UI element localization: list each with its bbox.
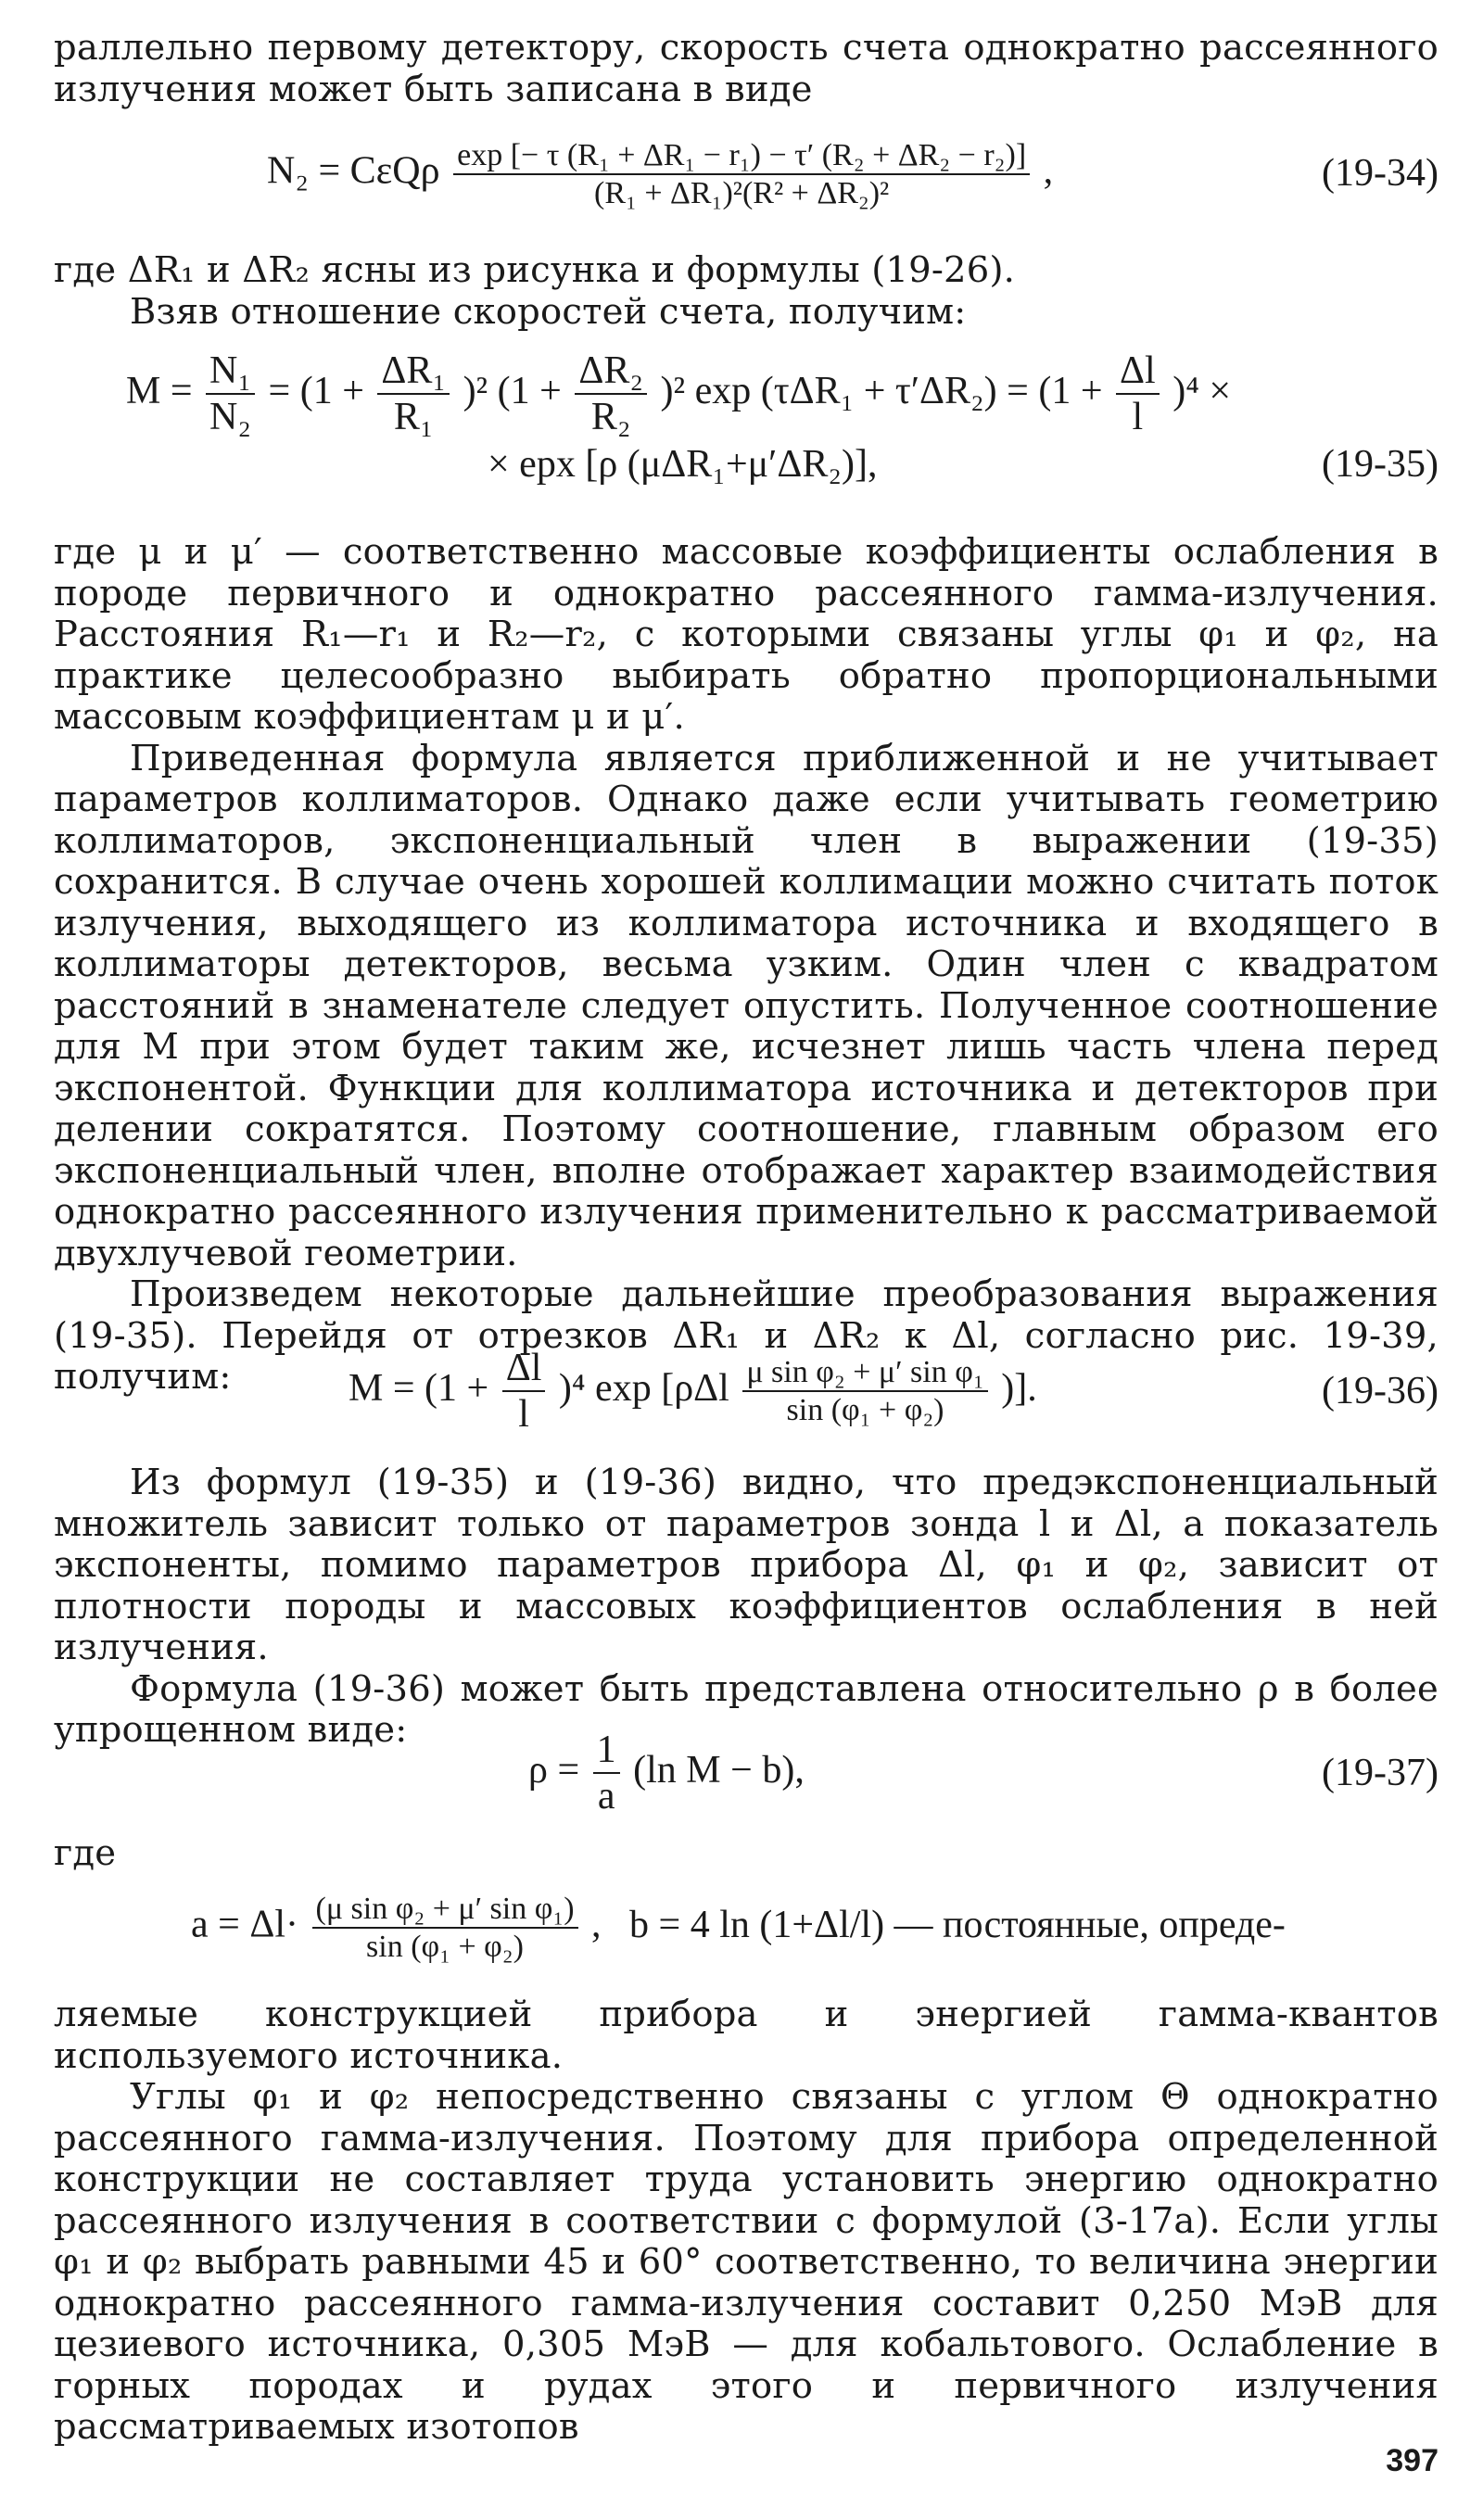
paren: )⁴ × bbox=[1172, 369, 1232, 412]
denominator: R₁ bbox=[393, 396, 434, 439]
text-block-3 bbox=[54, 532, 1439, 1399]
eq-rest: (ln M − b), bbox=[633, 1748, 805, 1792]
fraction bbox=[502, 1346, 546, 1437]
denominator: l bbox=[518, 1393, 529, 1437]
numerator: (μ sin φ₂ + μ′ sin φ₁) bbox=[312, 1891, 578, 1929]
eq-lhs: N₂ = CεQρ bbox=[267, 149, 440, 193]
text-block-4 bbox=[54, 1463, 1439, 1752]
eq-b-part: b = 4 ln (1+Δl/l) — постоянные, опреде- bbox=[629, 1903, 1286, 1946]
fraction bbox=[593, 1728, 620, 1819]
numerator: 1 bbox=[593, 1728, 620, 1774]
fraction bbox=[377, 348, 450, 440]
numerator: μ sin φ₂ + μ′ sin φ₁ bbox=[742, 1354, 987, 1392]
page-number: 397 bbox=[1386, 2443, 1439, 2478]
eq-sign: = bbox=[268, 369, 291, 412]
paren: )² bbox=[463, 369, 488, 412]
paragraph: Формула (19-36) может быть представлена относительно ρ в более упрощенном виде: bbox=[54, 1667, 1439, 1751]
paren: )⁴ bbox=[558, 1366, 586, 1410]
fraction bbox=[1116, 348, 1160, 440]
numerator: ΔR₂ bbox=[575, 348, 647, 395]
fraction bbox=[575, 348, 647, 440]
paragraph: где μ и μ′ — соответственно массовые коэффициенты ослабления в породе первичного и однократно рассеянного гамма-излучения. Расстояния R₁—r₁ и R₂—r₂, с которыми связаны углы φ₁ и φ₂, на практике целесообразно выбирать обратно пропорциональными массовым коэффициентам μ и μ′. bbox=[54, 531, 1439, 738]
equation-number: (19-36) bbox=[1322, 1370, 1439, 1412]
paren: (1 + bbox=[299, 369, 364, 412]
denominator: a bbox=[597, 1775, 615, 1818]
fraction bbox=[453, 137, 1030, 211]
eq-line-2: × epx [ρ (μΔR₁+μ′ΔR₂)], bbox=[488, 443, 878, 486]
equation-number: (19-34) bbox=[1322, 152, 1439, 195]
equation-number: (19-37) bbox=[1322, 1752, 1439, 1794]
numerator: exp [− τ (R₁ + ΔR₁ − r₁) − τ′ (R₂ + ΔR₂ − r₂)] bbox=[453, 137, 1030, 175]
denominator: R₂ bbox=[590, 396, 631, 439]
text-block-6 bbox=[54, 1994, 1439, 2449]
denominator: N₂ bbox=[209, 396, 252, 439]
eq-lhs: a = Δl· bbox=[191, 1903, 298, 1946]
numerator: ΔR₁ bbox=[377, 348, 450, 395]
eq-exp: exp bbox=[595, 1366, 652, 1410]
eq-exp: exp (τΔR₁ + τ′ΔR₂) = bbox=[694, 369, 1029, 412]
numerator: N₁ bbox=[206, 348, 255, 395]
bracket: )]. bbox=[1001, 1366, 1037, 1410]
denominator: sin (φ₁ + φ₂) bbox=[366, 1930, 524, 1965]
paren: (1 + bbox=[425, 1366, 489, 1410]
equation-19-35 bbox=[54, 348, 1439, 497]
paren: (1 + bbox=[1038, 369, 1103, 412]
fraction bbox=[206, 348, 255, 440]
denominator: sin (φ₁ + φ₂) bbox=[786, 1393, 944, 1428]
paragraph: Из формул (19-35) и (19-36) видно, что предэкспоненциальный множитель зависит только от параметров зонда l и Δl, а показатель экспоненты, помимо параметров прибора Δl, φ₁ и φ₂, зависит от плотности породы и массовых коэффициентов ослабления в ней излучения. bbox=[54, 1462, 1439, 1668]
eq-comma: , bbox=[591, 1903, 602, 1946]
bracket: [ρΔl bbox=[661, 1366, 729, 1410]
text-block-2 bbox=[54, 250, 1439, 333]
equation-19-36 bbox=[54, 1346, 1439, 1438]
eq-lhs: M = bbox=[126, 369, 193, 412]
denominator: (R₁ + ΔR₁)²(R² + ΔR₂)² bbox=[594, 176, 890, 211]
fraction bbox=[742, 1354, 987, 1428]
text-block-1 bbox=[54, 28, 1439, 110]
equation-number: (19-35) bbox=[1322, 443, 1439, 486]
paragraph: Взяв отношение скоростей счета, получим: bbox=[130, 290, 967, 333]
paragraph: Произведем некоторые дальнейшие преобразования выражения (19-35). Перейдя от отрезков ΔR₁ и ΔR₂ к Δl, согласно рис. 19-39, получим: bbox=[54, 1273, 1439, 1398]
paragraph: Приведенная формула является приближенной и не учитывает параметров коллиматоров. Однако даже если учитывать геометрию коллиматоров, экспоненциальный член в выражении (19-35) сохранится. В случае очень хорошей коллимации можно считать поток излучения, выходящего из коллиматора источника и входящего в коллиматоры детекторов, весьма узким. Один член с квадратом расстояний в знаменателе следует опустить. Полученное соотношение для M при этом будет таким же, исчезнет лишь часть члена перед экспонентой. Функции для коллиматора источника и детекторов при делении сократятся. Поэтому соотношение, главным образом его экспоненциальный член, вполне отображает характер взаимодействия однократно рассеянного излучения применительно к рассматриваемой двухлучевой геометрии. bbox=[54, 737, 1439, 1274]
eq-lhs: ρ = bbox=[528, 1748, 580, 1792]
paragraph: ляемые конструкцией прибора и энергией гамма-квантов используемого источника. bbox=[54, 1994, 1439, 2077]
eq-lhs: M = bbox=[349, 1366, 415, 1410]
text-block-5 bbox=[54, 1833, 1439, 1875]
paragraph: где ΔR₁ и ΔR₂ ясны из рисунка и формулы (19-26). bbox=[54, 249, 1016, 291]
paren: (1 + bbox=[497, 369, 562, 412]
equation-constants bbox=[54, 1891, 1439, 1983]
equation-19-37 bbox=[54, 1728, 1439, 1820]
paragraph: где bbox=[54, 1832, 117, 1874]
numerator: Δl bbox=[1116, 348, 1160, 395]
eq-tail: , bbox=[1043, 149, 1054, 193]
numerator: Δl bbox=[502, 1346, 546, 1392]
paragraph: раллельно первому детектору, скорость счета однократно рассеянного излучения может быть записана в виде bbox=[54, 27, 1439, 110]
paren: )² bbox=[660, 369, 686, 412]
equation-19-34 bbox=[54, 137, 1439, 211]
denominator: l bbox=[1132, 396, 1144, 439]
paragraph: Углы φ₁ и φ₂ непосредственно связаны с углом Θ однократно рассеянного гамма-излучения. Поэтому для прибора определенной конструкции не составляет труда установить энергию однократно рассеянного излучения в соответствии с формулой (3-17а). Если углы φ₁ и φ₂ выбрать равными 45 и 60° соответственно, то величина энергии однократно рассеянного гамма-излучения составит 0,250 МэВ для цезиевого источника, 0,305 МэВ — для кобальтового. Ослабление в горных породах и рудах этого и первичного излучения рассматриваемых изотопов bbox=[54, 2076, 1439, 2448]
fraction bbox=[312, 1891, 578, 1965]
